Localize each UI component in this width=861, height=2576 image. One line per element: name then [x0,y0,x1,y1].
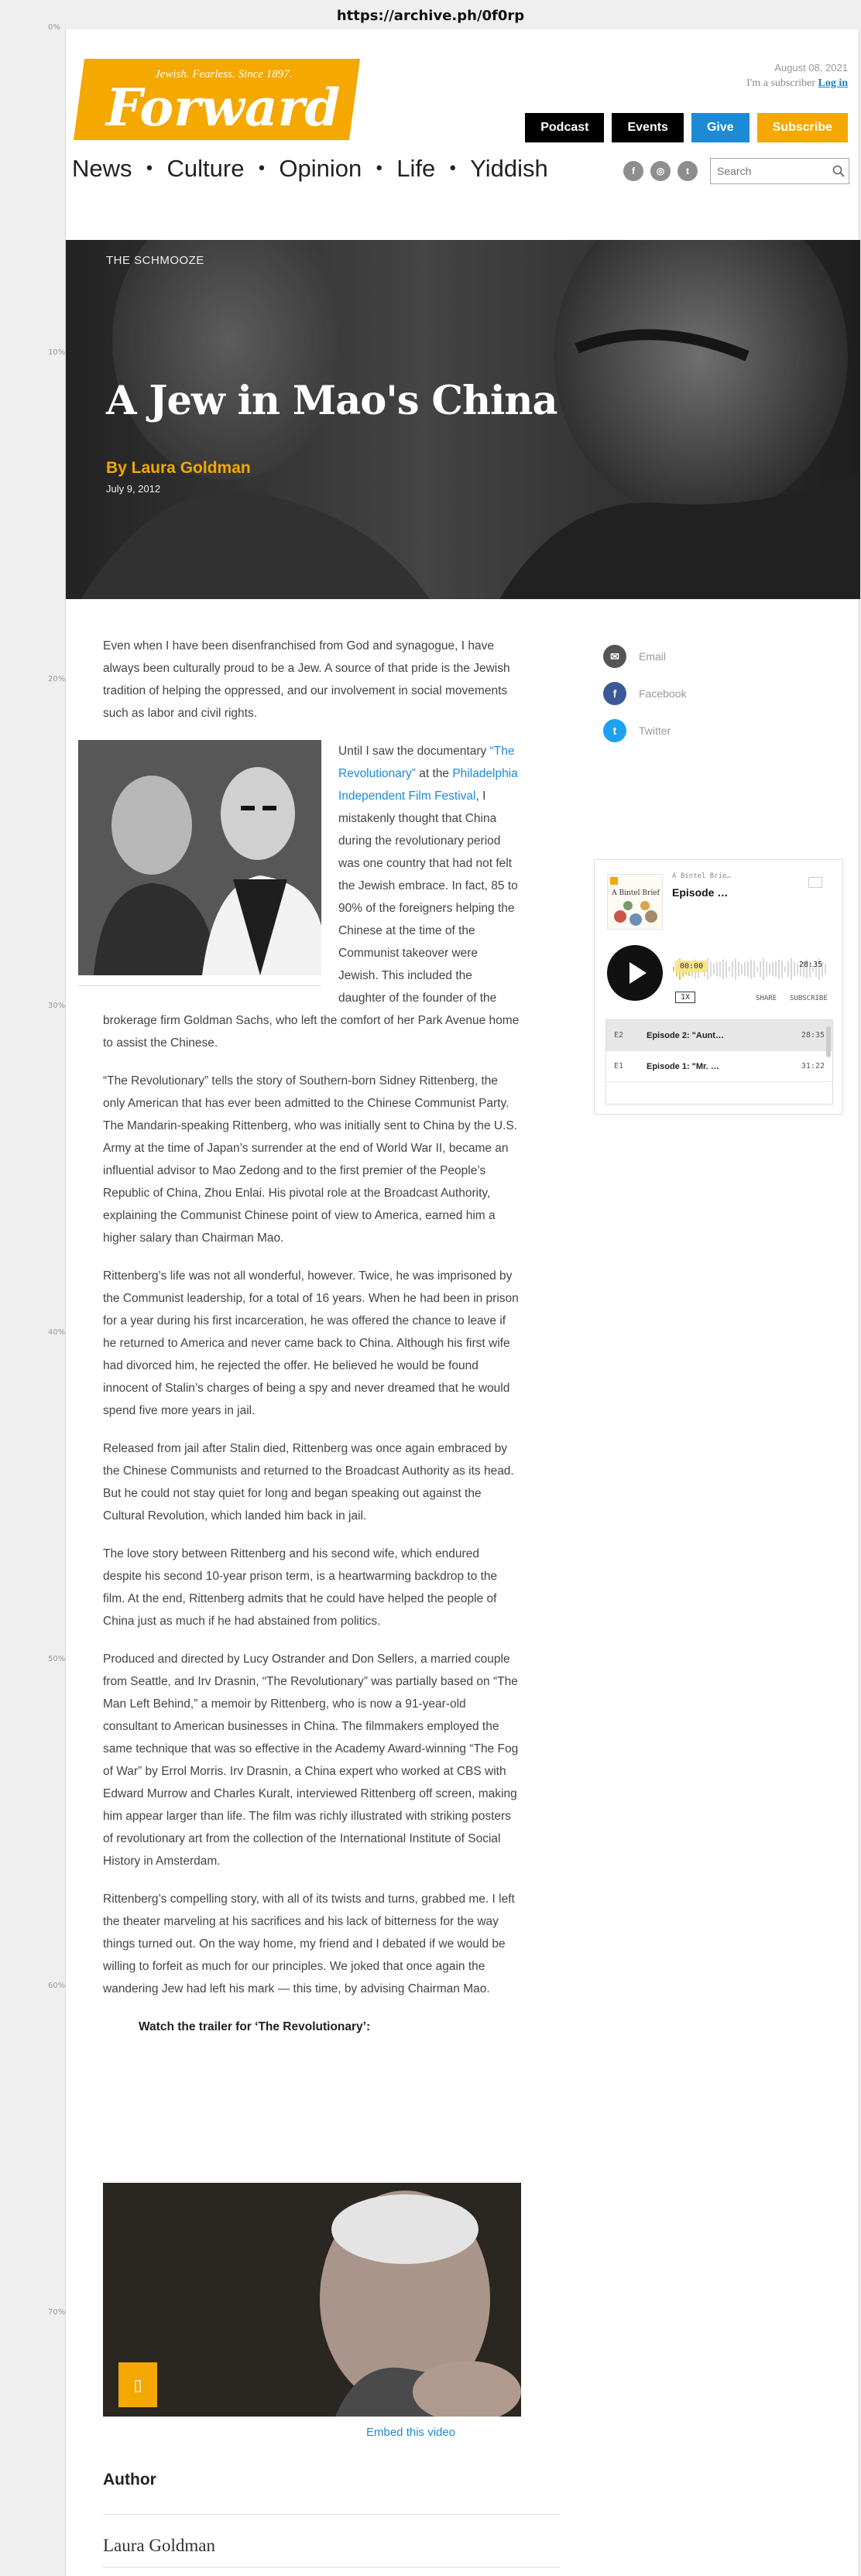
search-icon[interactable] [832,165,845,177]
play-button[interactable] [607,945,663,1001]
podcast-show: A Bintel Brie… [672,872,731,880]
paragraph: Even when I have been disenfranchised from God and synagogue, I have always been culturally proud to be a Jew. A source of that pride is the Jewish tradition of helping the oppressed, and our involvement in social movements such as labor and civil rights. [103,639,510,720]
email-icon: ✉ [603,645,626,668]
revolutionary-link[interactable]: “The Revolutionary” [338,745,515,780]
article-byline[interactable]: By Laura Goldman [106,459,251,477]
ruler-mark: 70% [48,2308,66,2317]
logo-tagline: Jewish. Fearless. Since 1897. [155,68,293,80]
hero-banner [66,240,860,599]
article-figure [78,740,321,986]
forward-logo[interactable] [74,59,360,140]
podcast-subscribe-button[interactable]: SUBSCRIBE [790,995,828,1002]
nav-opinion[interactable]: Opinion [279,155,362,182]
podcast-menu-icon[interactable] [808,877,822,888]
article-title: A Jew in Mao's China [106,378,557,424]
duration: 28:35 [799,961,823,969]
podcast-episode: Episode … [672,886,729,899]
episode-number: E2 [614,1031,624,1040]
svg-text:A Bintel Brief: A Bintel Brief [612,889,660,897]
paragraph: Released from jail after Stalin died, Rittenberg was once again embraced by the Chinese Communists and returned to the Broadcast Authority as its head. But he could not stay quiet for long and began speaking out against the Cultural Revolution, which landed him back in jail. [103,1442,514,1523]
film-festival-link[interactable]: Philadelphia Independent Film Festival [338,767,518,803]
share-twitter-label: Twitter [639,724,671,737]
author-heading: Author [103,2471,156,2489]
current-time: 00:00 [675,961,708,972]
paragraph: Rittenberg’s compelling story, with all of its twists and turns, grabbed me. I left the theater marveling at his sacrifices and his lack of bitterness for the way things turned out. On the way home, my friend and I debated if we would be willing to forfeit as much for our principles. We joked that once again the wandering Jew had left his mark — this time, by advising Chairman Mao. [103,1893,515,1995]
paragraph: Produced and directed by Lucy Ostrander and Don Sellers, a married couple from Seattle, and Irv Drasnin, “The Revolutionary” was partially based on “The Man Left Behind,” a memoir by Rittenberg, who is now a 91-year-old consultant to American businesses in China. The filmmakers employed the same technique that was so effective in the Academy Award-winning “The Fog of War” by Errol Morris. Irv Drasnin, a China expert who worked at CBS with Edward Murrow and Charles Kuralt, interviewed Rittenberg off screen, making him appear larger than life. The film was richly illustrated with striking posters of revolutionary art from the collection of the International Institute of Social History in Amsterdam. [103,1653,519,1868]
podcast-cover-art [608,875,663,930]
subscriber-text: I'm a subscriber [746,77,815,89]
trailer-heading: Watch the trailer for ‘The Revolutionary’: [139,2020,371,2033]
article-date: July 9, 2012 [106,483,161,495]
nav-separator: • [374,159,385,179]
section-kicker[interactable]: THE SCHMOOZE [106,254,204,267]
nav-culture[interactable]: Culture [166,155,245,182]
episode-row[interactable] [606,1020,832,1051]
share-email[interactable] [603,638,686,675]
episode-list [605,1019,833,1105]
nav-yiddish[interactable]: Yiddish [470,155,548,182]
paragraph-text: Until I saw the documentary [338,745,490,758]
search-input[interactable] [717,165,829,177]
logo-word: Forward [106,77,341,138]
share-twitter[interactable] [603,712,686,749]
podcast-player [594,859,843,1115]
facebook-icon: f [603,682,626,705]
ruler-mark: 10% [48,348,66,357]
podcast-share-button[interactable]: SHARE [756,995,777,1002]
instagram-icon[interactable]: ◎ [650,161,671,181]
video-play-icon[interactable]: ▯ [118,2362,157,2407]
ruler-mark: 20% [48,675,66,683]
share-email-label: Email [639,650,667,663]
header-social [623,161,698,181]
episode-row[interactable] [606,1051,832,1082]
share-facebook-label: Facebook [639,687,687,700]
episode-title: Episode 2: "Aunt… [647,1030,724,1040]
nav-life[interactable]: Life [396,155,436,182]
paragraph: Rittenberg’s life was not all wonderful, however. Twice, he was imprisoned by the Communist leadership, for a total of 16 years. When he had been in prison for a year during his first incarceration, he was offered the chance to leave if he returned to America and never came back to China. Although his first wife had divorced him, he rejected the offer. He believed he would be found innocent of Stalin’s charges of being a spy and never dreamed that he would spend five more years in jail. [103,1269,519,1417]
ruler-mark: 40% [48,1328,66,1337]
paragraph: “The Revolutionary” tells the story of Southern-born Sidney Rittenberg, the only American that has ever been admitted to the Chinese Communist Party. The Mandarin-speaking Rittenberg, who was initially sent to China by the U.S. Army at the time of Japan’s surrender at the end of World War II, became an influential advisor to Mao Zedong and to the first premier of the People’s Republic of China, Zhou Enlai. His pivotal role at the Broadcast Authority, explaining the Communist Chinese point of view to America, earned him a higher salary than Chairman Mao. [103,1074,518,1245]
trailer-video[interactable] [103,2183,521,2417]
header-buttons [525,113,848,142]
twitter-icon[interactable]: t [677,161,698,181]
episode-time: 31:22 [801,1062,825,1070]
give-button[interactable]: Give [691,113,750,142]
search-box [710,158,849,184]
episode-number: E1 [614,1062,624,1070]
nav-separator: • [448,159,458,179]
subscribe-button[interactable]: Subscribe [757,113,848,142]
share-bar [603,638,686,749]
main-nav [72,155,548,183]
podcast-cover [607,874,663,930]
twitter-icon: t [603,719,626,742]
ruler-mark: 30% [48,1002,66,1010]
nav-separator: • [144,159,155,179]
article-body [103,635,521,2054]
login-link[interactable]: Log in [818,77,848,89]
speed-button[interactable]: 1X [675,992,695,1003]
mao-photo [78,740,321,975]
facebook-icon[interactable]: f [623,161,643,181]
figure-divider [78,985,321,986]
nav-news[interactable]: News [72,155,132,182]
events-button[interactable]: Events [612,113,683,142]
episode-scrollbar[interactable] [826,1026,831,1057]
share-facebook[interactable] [603,675,686,712]
subscriber-line [746,77,848,90]
ruler-mark: 60% [48,1982,66,1990]
podcast-button[interactable]: Podcast [525,113,604,142]
episode-time: 28:35 [801,1031,825,1040]
page-frame [65,29,859,2576]
divider [103,2514,560,2515]
paragraph-text: , I mistakenly thought that China during the revolutionary period was one country that had not felt the Jewish embrace. In fact, 85 to 90% of the foreigners helping the Chinese at the time of the Communist takeover were Jewish. This included the daughter of the founder of the brokerage firm Goldman Sachs, who left the comfort of her Park Avenue home to assist the Chinese. [103,790,520,1050]
ruler-mark: 50% [48,1655,66,1663]
paragraph-text: at the [415,767,453,780]
paragraph: The love story between Rittenberg and his second wife, which endured despite his second 10-year prison term, is a heartwarming backdrop to the film. At the end, Rittenberg admits that he could have helped the people of China just as much if he had abstained from politics. [103,1547,498,1628]
archive-ruler [0,0,65,2576]
embed-video-link[interactable]: Embed this video [366,2426,456,2439]
video-thumbnail [103,2183,521,2417]
ruler-mark: 0% [48,23,60,32]
nav-separator: • [256,159,267,179]
mao-rittenberg-image [78,740,321,975]
episode-title: Episode 1: "Mr. … [647,1061,719,1071]
archive-url[interactable]: https://archive.ph/0f0rp [336,8,525,24]
author-name[interactable]: Laura Goldman [103,2536,215,2555]
header-date: August 08, 2021 [774,62,848,74]
